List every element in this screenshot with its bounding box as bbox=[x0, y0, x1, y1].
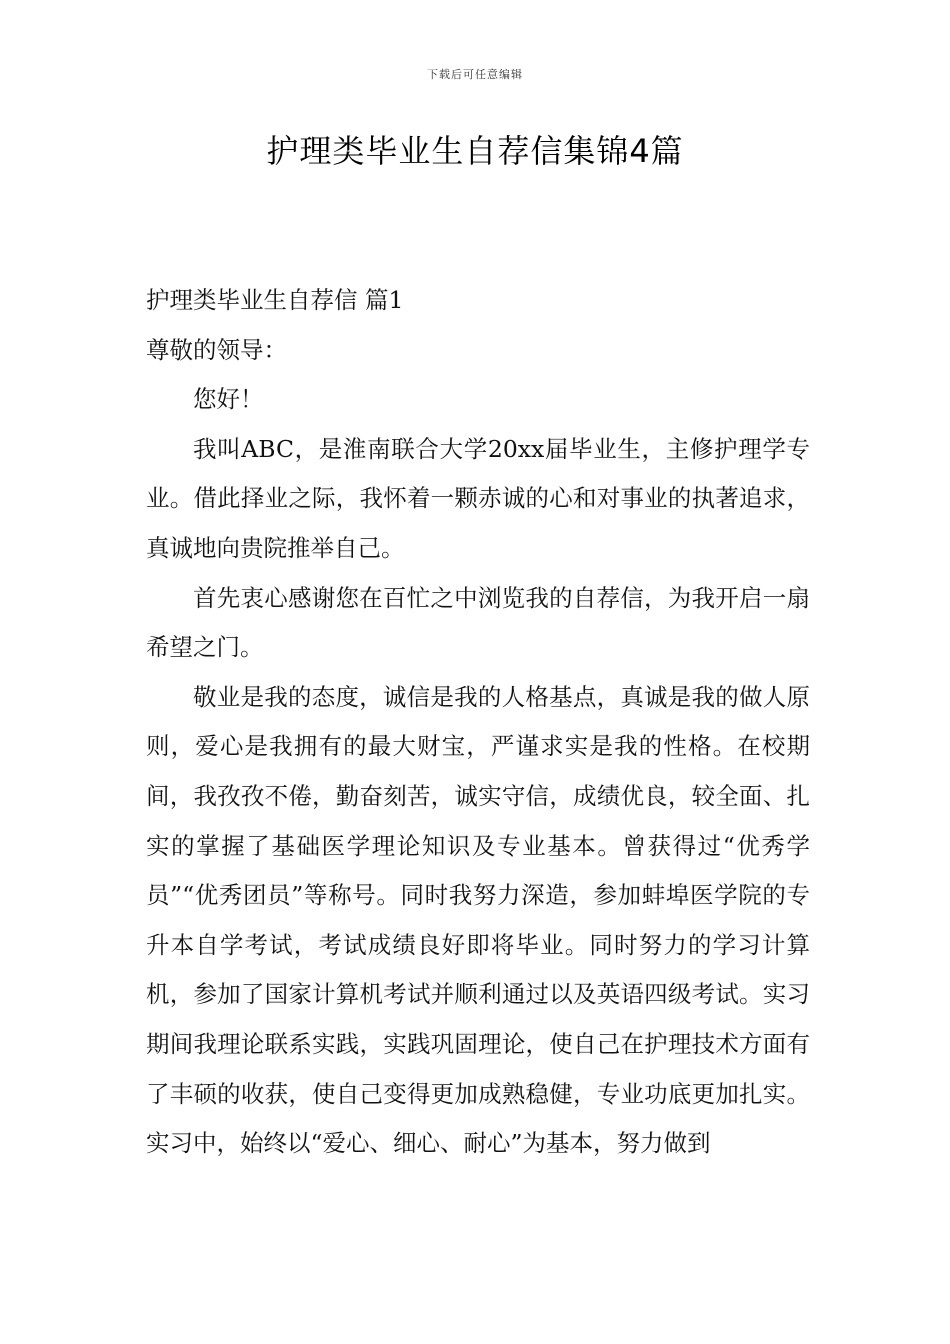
document-title: 护理类毕业生自荐信集锦4篇 bbox=[266, 132, 684, 170]
paragraph-qualifications: 敬业是我的态度，诚信是我的人格基点，真诚是我的做人原则，爱心是我拥有的最大财宝，严谨求实是我的性格。在校期间，我孜孜不倦，勤奋刻苦，诚实守信，成绩优良，较全面、扎实的掌握了基础医学理论知识及专业基本。曾获得过“优秀学员”“优秀团员”等称号。同时我努力深造，参加蚌埠医学院的专升本自学考试，考试成绩良好即将毕业。同时努力的学习计算机，参加了国家计算机考试并顺利通过以及英语四级考试。实习期间我理论联系实践，实践巩固理论，使自己在护理技术方面有了丰硕的收获，使自己变得更加成熟稳健，专业功底更加扎实。实习中，始终以“爱心、细心、耐心”为基本，努力做到 bbox=[146, 682, 810, 1158]
section-heading: 护理类毕业生自荐信 篇1 bbox=[146, 286, 404, 314]
salutation: 尊敬的领导： bbox=[146, 335, 287, 364]
header-note: 下载后可任意编辑 bbox=[427, 68, 523, 81]
document-body bbox=[146, 276, 810, 1169]
paragraph-thanks: 首先衷心感谢您在百忙之中浏览我的自荐信，为我开启一扇希望之门。 bbox=[146, 583, 810, 662]
greeting: 您好！ bbox=[193, 385, 264, 414]
paragraph-introduction: 我叫ABC，是淮南联合大学20xx届毕业生，主修护理学专业。借此择业之际，我怀着一颗赤诚的心和对事业的执著追求，真诚地向贵院推举自己。 bbox=[146, 434, 810, 562]
